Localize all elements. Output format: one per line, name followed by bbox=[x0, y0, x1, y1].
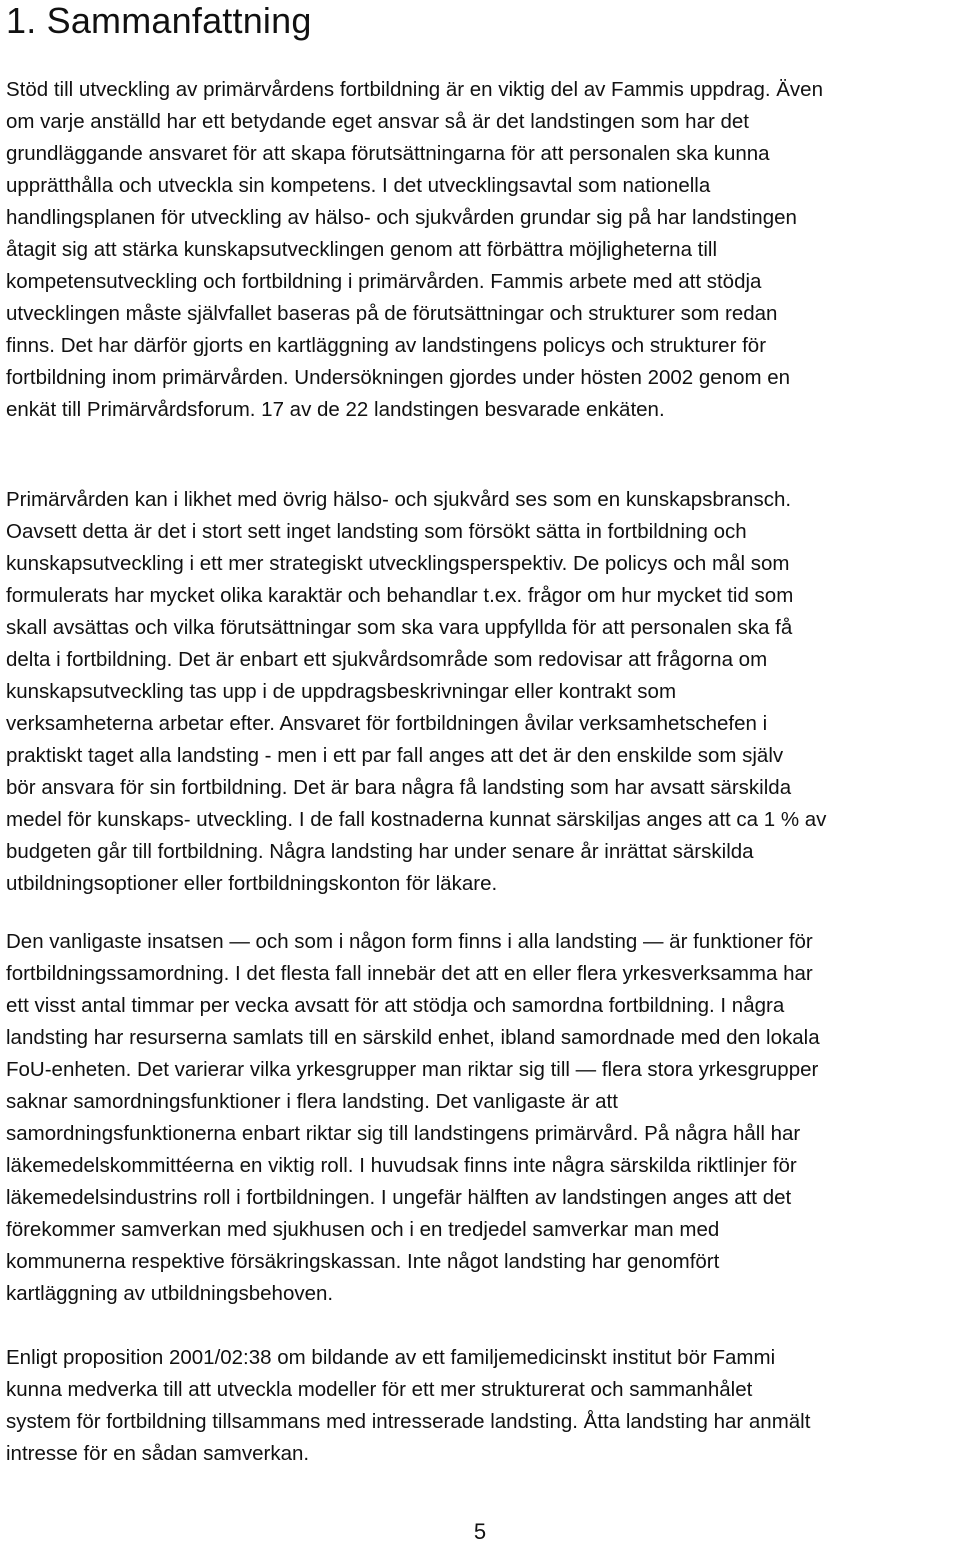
paragraph-summary-intro bbox=[6, 74, 956, 426]
text-line: handlingsplanen för utveckling av hälso- och sjukvården grundar sig på har landstingen bbox=[6, 206, 797, 229]
text-line: landsting har resurserna samlats till en särskild enhet, ibland samordnade med den lokala bbox=[6, 1026, 820, 1049]
text-line: praktiskt taget alla landsting - men i ett par fall anges att det är den enskilde som själv bbox=[6, 744, 784, 767]
text-line: Stöd till utveckling av primärvårdens fortbildning är en viktig del av Fammis uppdrag. Även bbox=[6, 78, 823, 101]
text-line: finns. Det har därför gjorts en kartläggning av landstingens policys och strukturer för bbox=[6, 334, 767, 357]
text-line: kartläggning av utbildningsbehoven. bbox=[6, 1282, 334, 1305]
text-line: fortbildningssamordning. I det flesta fall innebär det att en eller flera yrkesverksamma har bbox=[6, 962, 813, 985]
text-line: kompetensutveckling och fortbildning i primärvården. Fammis arbete med att stödja bbox=[6, 270, 762, 293]
text-line: Den vanligaste insatsen — och som i någon form finns i alla landsting — är funktioner för bbox=[6, 930, 813, 953]
text-line: kunskapsutveckling tas upp i de uppdragsbeskrivningar eller kontrakt som bbox=[6, 680, 677, 703]
text-line: åtagit sig att stärka kunskapsutvecklingen genom att förbättra möjligheterna till bbox=[6, 238, 718, 261]
text-line: förekommer samverkan med sjukhusen och i en tredjedel samverkar man med bbox=[6, 1218, 720, 1241]
text-line: kunskapsutveckling i ett mer strategiskt utvecklingsperspektiv. De policys och mål som bbox=[6, 552, 790, 575]
text-line: enkät till Primärvårdsforum. 17 av de 22 landstingen besvarade enkäten. bbox=[6, 398, 665, 421]
text-line: samordningsfunktionerna enbart riktar sig till landstingens primärvård. På några håll har bbox=[6, 1122, 801, 1145]
text-line: bör ansvara för sin fortbildning. Det är bara några få landsting som har avsatt särskilda bbox=[6, 776, 792, 799]
paragraph-knowledge-industry bbox=[6, 484, 956, 900]
text-line: skall avsättas och vilka förutsättningar som ska vara uppfyllda för att personalen ska få bbox=[6, 616, 793, 639]
paragraph-coordination bbox=[6, 926, 956, 1310]
text-line: läkemedelskommittéerna en viktig roll. I huvudsak finns inte några särskilda riktlinjer för bbox=[6, 1154, 797, 1177]
text-line: fortbildning inom primärvården. Undersökningen gjordes under hösten 2002 genom en bbox=[6, 366, 791, 389]
text-line: system för fortbildning tillsammans med intresserade landsting. Åtta landsting har anmält bbox=[6, 1410, 811, 1433]
page-number: 5 bbox=[473, 1519, 487, 1544]
text-line: om varje anställd har ett betydande eget ansvar så är det landstingen som har det bbox=[6, 110, 750, 133]
text-line: saknar samordningsfunktioner i flera landsting. Det vanligaste är att bbox=[6, 1090, 618, 1113]
text-line: formulerats har mycket olika karaktär och behandlar t.ex. frågor om hur mycket tid som bbox=[6, 584, 794, 607]
text-line: delta i fortbildning. Det är enbart ett sjukvårdsområde som redovisar att frågorna om bbox=[6, 648, 768, 671]
section-heading: 1. Sammanfattning bbox=[6, 0, 312, 41]
text-line: budgeten går till fortbildning. Några landsting har under senare år inrättat särskilda bbox=[6, 840, 754, 863]
text-line: FoU-enheten. Det varierar vilka yrkesgrupper man riktar sig till — flera stora yrkesgrupper bbox=[6, 1058, 819, 1081]
paragraph-proposition bbox=[6, 1342, 956, 1470]
text-line: intresse för en sådan samverkan. bbox=[6, 1442, 310, 1465]
text-line: Primärvården kan i likhet med övrig hälso- och sjukvård ses som en kunskapsbransch. bbox=[6, 488, 792, 511]
text-line: kommunerna respektive försäkringskassan. Inte något landsting har genomfört bbox=[6, 1250, 720, 1273]
text-line: verksamheterna arbetar efter. Ansvaret för fortbildningen åvilar verksamhetschefen i bbox=[6, 712, 768, 735]
text-line: läkemedelsindustrins roll i fortbildningen. I ungefär hälften av landstingen anges att det bbox=[6, 1186, 792, 1209]
text-line: grundläggande ansvaret för att skapa förutsättningarna för att personalen ska kunna bbox=[6, 142, 770, 165]
text-line: ett visst antal timmar per vecka avsatt för att stödja och samordna fortbildning. I några bbox=[6, 994, 785, 1017]
text-line: utvecklingen måste självfallet baseras på de förutsättningar och strukturer som redan bbox=[6, 302, 778, 325]
text-line: medel för kunskaps- utveckling. I de fall kostnaderna kunnat särskiljas anges att ca 1 % av bbox=[6, 808, 827, 831]
text-line: Enligt proposition 2001/02:38 om bildande av ett familjemedicinskt institut bör Fammi bbox=[6, 1346, 776, 1369]
text-line: utbildningsoptioner eller fortbildningskonton för läkare. bbox=[6, 872, 498, 895]
text-line: kunna medverka till att utveckla modeller för ett mer strukturerat och sammanhålet bbox=[6, 1378, 753, 1401]
text-line: upprätthålla och utveckla sin kompetens. I det utvecklingsavtal som nationella bbox=[6, 174, 711, 197]
text-line: Oavsett detta är det i stort sett inget landsting som försökt sätta in fortbildning och bbox=[6, 520, 747, 543]
